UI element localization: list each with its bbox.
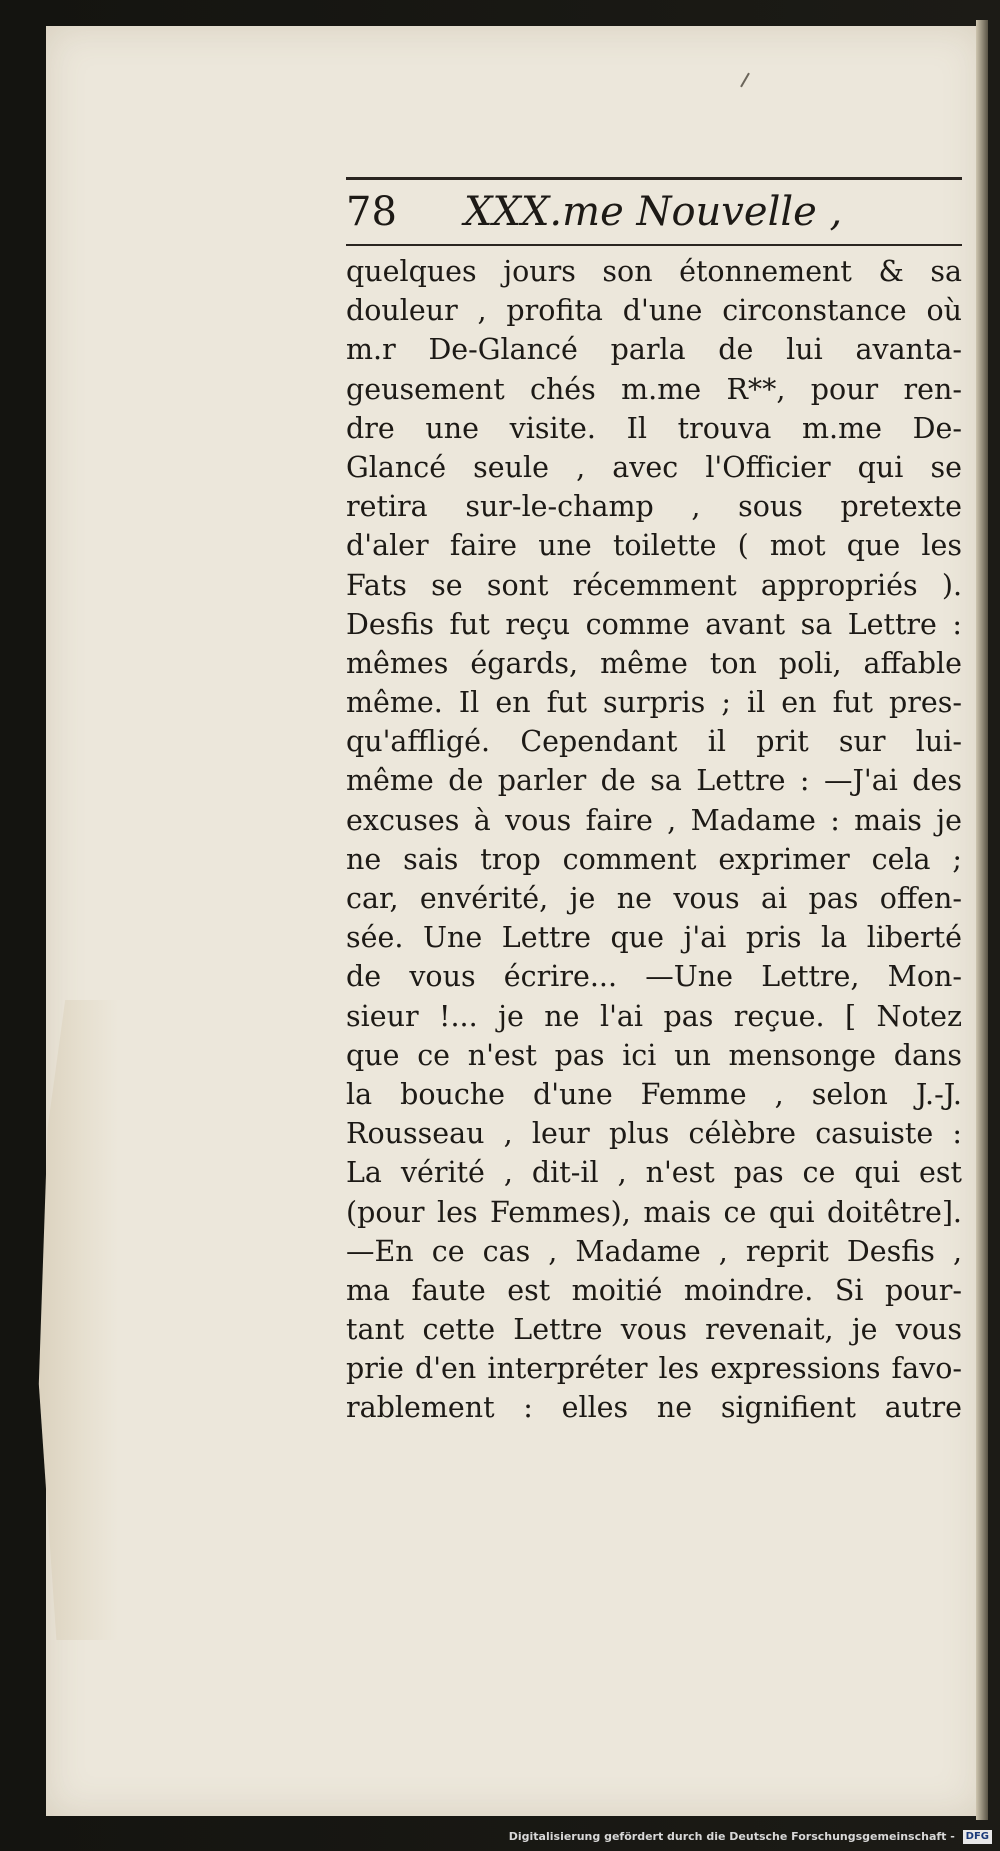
text-line: tant cette Lettre vous revenait, je vous xyxy=(346,1313,962,1347)
text-line: ne sais trop comment exprimer cela ; xyxy=(346,842,962,876)
text-line: d'aler faire une toilette ( mot que les xyxy=(346,529,962,563)
text-line: Glancé seule , avec l'Officier qui se xyxy=(346,450,962,484)
text-line: dre une visite. Il trouva m.me De- xyxy=(346,411,962,445)
text-line: m.r De-Glancé parla de lui avanta- xyxy=(346,333,962,367)
text-line: quelques jours son étonnement & sa xyxy=(346,255,962,288)
text-line: que ce n'est pas ici un mensonge dans xyxy=(346,1038,962,1072)
header-rule-top xyxy=(346,177,962,180)
text-line: sieur !... je ne l'ai pas reçue. [ Notez xyxy=(346,999,962,1033)
page-right-edge xyxy=(976,20,988,1820)
text-line: de vous écrire... —Une Lettre, Mon- xyxy=(346,960,962,994)
credit-text: Digitalisierung gefördert durch die Deutsche Forschungsgemeinschaft - xyxy=(508,1830,955,1843)
text-line: car, envérité, je ne vous ai pas offen- xyxy=(346,882,962,915)
text-line: Fats se sont récemment appropriés ). xyxy=(346,568,962,602)
page-header xyxy=(346,186,962,242)
text-line: sée. Une Lettre que j'ai pris la liberté xyxy=(346,921,962,955)
text-line: même de parler de sa Lettre : —J'ai des xyxy=(346,764,962,798)
text-line: même. Il en fut surpris ; il en fut pres- xyxy=(346,686,962,720)
text-line: douleur , profita d'une circonstance où xyxy=(346,294,962,328)
text-line: (pour les Femmes), mais ce qui doitêtre]. xyxy=(346,1195,962,1229)
text-line: excuses à vous faire , Madame : mais je xyxy=(346,803,962,837)
running-head: XXX.me Nouvelle , xyxy=(464,189,843,235)
header-rule-bottom xyxy=(346,244,962,246)
text-line: La vérité , dit-il , n'est pas ce qui est xyxy=(346,1156,962,1190)
text-line: geusement chés m.me R**, pour ren- xyxy=(346,372,962,406)
text-line: prie d'en interpréter les expressions favo- xyxy=(346,1352,962,1386)
text-line: ma faute est moitié moindre. Si pour- xyxy=(346,1273,962,1307)
text-line: rablement : elles ne signifient autre xyxy=(346,1391,962,1425)
digitization-credit xyxy=(509,1830,992,1848)
text-line: mêmes égards, même ton poli, affable xyxy=(346,646,962,680)
text-line: la bouche d'une Femme , selon J.-J. xyxy=(346,1077,962,1111)
text-line: Desfis fut reçu comme avant sa Lettre : xyxy=(346,607,962,641)
text-line: qu'affligé. Cependant il prit sur lui- xyxy=(346,725,962,759)
page-number: 78 xyxy=(346,189,397,235)
text-line: Rousseau , leur plus célèbre casuiste : xyxy=(346,1117,962,1151)
text-line: —En ce cas , Madame , reprit Desfis , xyxy=(346,1234,962,1268)
text-line: retira sur-le-champ , sous pretexte xyxy=(346,490,962,524)
dfg-logo: DFG xyxy=(963,1830,992,1844)
body-text xyxy=(346,252,962,1428)
